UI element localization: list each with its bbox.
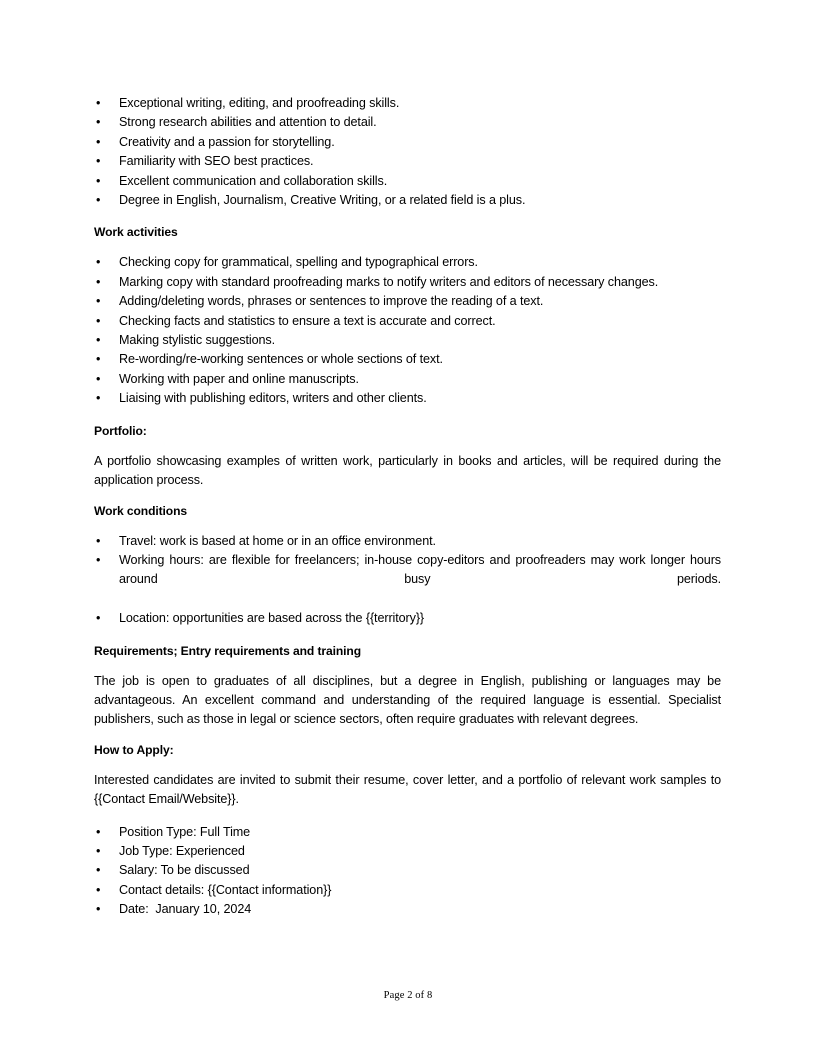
list-item-text: Date: January 10, 2024 xyxy=(119,902,252,917)
list-item-text: Checking facts and statistics to ensure a text is accurate and correct. xyxy=(119,313,496,328)
document-body xyxy=(94,94,721,920)
work-conditions-heading: Work conditions xyxy=(94,503,188,518)
bullet-icon: • xyxy=(96,255,101,270)
list-item-text: Adding/deleting words, phrases or sentences to improve the reading of a text. xyxy=(119,294,544,309)
bullet-icon: • xyxy=(96,371,101,386)
list-item-text: Position Type: Full Time xyxy=(119,824,251,839)
bullet-icon: • xyxy=(96,863,101,878)
bullet-icon: • xyxy=(96,333,101,348)
list-item-text: Making stylistic suggestions. xyxy=(119,333,275,348)
list-item-text: Job Type: Experienced xyxy=(119,843,245,858)
requirements-paragraph: The job is open to graduates of all disciplines, but a degree in English, publishing or languages may be advantageous. An excellent command and understanding of the required language is essential. Specialist publishers, such as those in legal or science sectors, often require graduates with relevant degrees. xyxy=(94,673,721,727)
list-item-text: Exceptional writing, editing, and proofreading skills. xyxy=(119,96,400,110)
bullet-icon: • xyxy=(96,533,101,548)
list-item-text: Liaising with publishing editors, writers and other clients. xyxy=(119,391,427,406)
list-item xyxy=(94,532,721,551)
list-item xyxy=(94,551,721,609)
list-item-text: Re-wording/re-working sentences or whole sections of text. xyxy=(119,352,443,367)
list-item xyxy=(94,253,721,272)
list-item xyxy=(94,191,721,210)
position-details-list xyxy=(94,823,721,920)
bullet-icon: • xyxy=(96,824,101,839)
list-item xyxy=(94,900,721,919)
list-item xyxy=(94,823,721,842)
list-item-text: Creativity and a passion for storytelling. xyxy=(119,134,335,149)
bullet-icon: • xyxy=(96,902,101,917)
page-number-label: Page 2 of 8 xyxy=(383,990,433,1001)
portfolio-paragraph: A portfolio showcasing examples of written work, particularly in books and articles, will be required during the application process. xyxy=(94,453,721,488)
list-item xyxy=(94,273,721,292)
list-item xyxy=(94,94,721,113)
work-activities-list xyxy=(94,253,721,408)
work-activities-heading: Work activities xyxy=(94,225,178,240)
portfolio-heading: Portfolio: xyxy=(94,423,147,438)
bullet-icon: • xyxy=(96,154,101,169)
list-item xyxy=(94,172,721,191)
bullet-icon: • xyxy=(96,391,101,406)
list-item-text: Checking copy for grammatical, spelling and typographical errors. xyxy=(119,255,478,270)
list-item xyxy=(94,350,721,369)
list-item xyxy=(94,113,721,132)
bullet-icon: • xyxy=(96,294,101,309)
bullet-icon: • xyxy=(96,843,101,858)
bullet-icon: • xyxy=(96,882,101,897)
list-item xyxy=(94,609,721,628)
list-item-text: Working with paper and online manuscripts. xyxy=(119,371,359,386)
list-item xyxy=(94,842,721,861)
list-item-text: Strong research abilities and attention to detail. xyxy=(119,115,377,130)
bullet-icon: • xyxy=(96,134,101,149)
list-item xyxy=(94,292,721,311)
skills-list xyxy=(94,94,721,210)
list-item-text: Travel: work is based at home or in an office environment. xyxy=(119,533,436,548)
list-item-text: Marking copy with standard proofreading marks to notify writers and editors of necessary changes. xyxy=(119,274,659,289)
how-to-apply-paragraph: Interested candidates are invited to submit their resume, cover letter, and a portfolio of relevant work samples to {{Contact Email/Website}}. xyxy=(94,772,721,807)
list-item-text: Working hours: are flexible for freelancers; in-house copy-editors and proofreaders may work longer hours around busy periods. xyxy=(119,552,721,587)
list-item-text: Salary: To be discussed xyxy=(119,863,250,878)
list-item-text: Location: opportunities are based across the {{territory}} xyxy=(119,611,425,626)
bullet-icon: • xyxy=(96,173,101,188)
page-footer xyxy=(0,990,816,1001)
requirements-heading: Requirements; Entry requirements and training xyxy=(94,643,361,658)
list-item xyxy=(94,370,721,389)
work-conditions-list xyxy=(94,532,721,629)
list-item xyxy=(94,881,721,900)
bullet-icon: • xyxy=(96,611,101,626)
bullet-icon: • xyxy=(96,193,101,208)
list-item-text: Contact details: {{Contact information}} xyxy=(119,882,332,897)
list-item xyxy=(94,152,721,171)
list-item xyxy=(94,133,721,152)
bullet-icon: • xyxy=(96,352,101,367)
list-item xyxy=(94,861,721,880)
bullet-icon: • xyxy=(96,552,101,567)
list-item xyxy=(94,331,721,350)
bullet-icon: • xyxy=(96,115,101,130)
bullet-icon: • xyxy=(96,274,101,289)
how-to-apply-heading: How to Apply: xyxy=(94,742,174,757)
bullet-icon: • xyxy=(96,96,101,110)
bullet-icon: • xyxy=(96,313,101,328)
list-item-text: Degree in English, Journalism, Creative Writing, or a related field is a plus. xyxy=(119,193,526,208)
list-item xyxy=(94,389,721,408)
list-item-text: Excellent communication and collaboration skills. xyxy=(119,173,388,188)
list-item-text: Familiarity with SEO best practices. xyxy=(119,154,314,169)
list-item xyxy=(94,312,721,331)
